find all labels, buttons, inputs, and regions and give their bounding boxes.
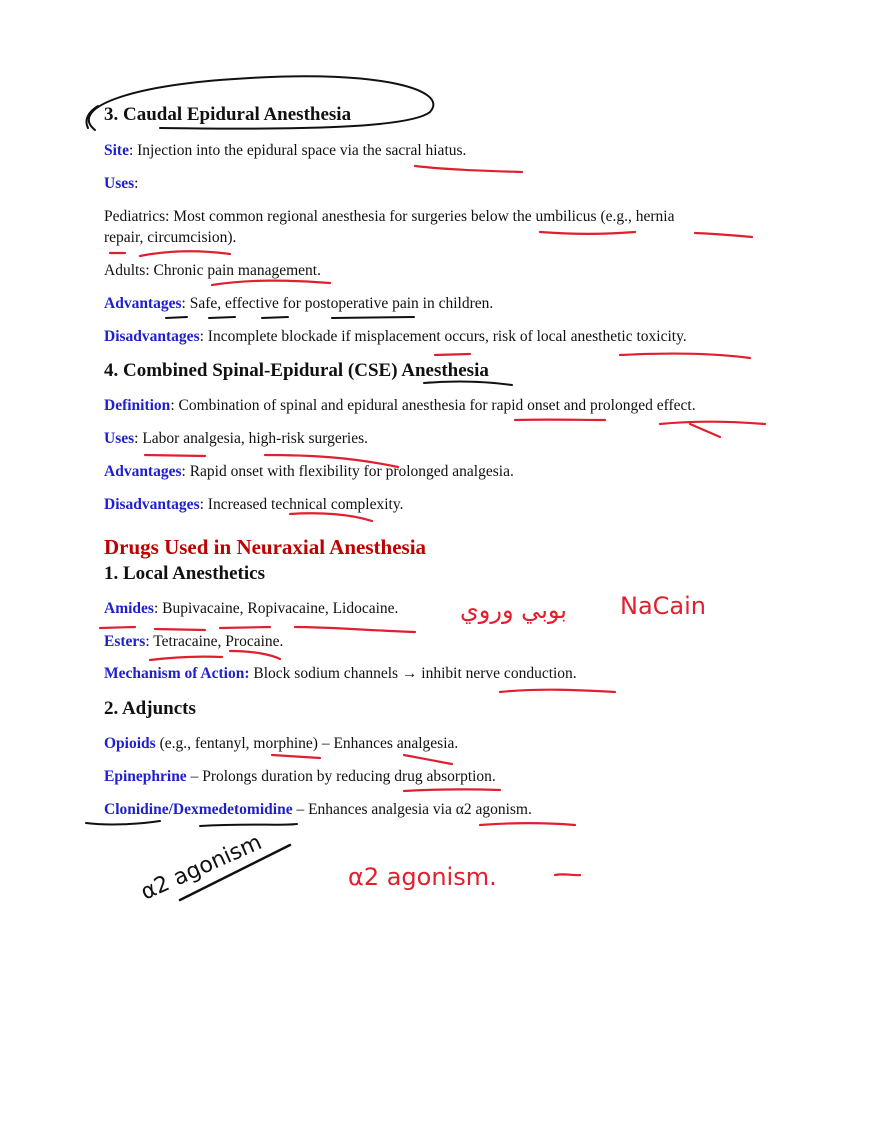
advantages-label: Advantages — [104, 295, 182, 312]
definition-label: Definition — [104, 397, 171, 414]
uses-text: : Labor analgesia, high-risk surgeries. — [134, 430, 369, 447]
amides-label: Amides — [104, 600, 154, 617]
clonidine-label: Clonidine/Dexmedetomidine — [104, 801, 293, 818]
epinephrine-text: – Prolongs duration by reducing drug absorption. — [186, 768, 496, 785]
red-alpha2-note: α2 agonism. — [348, 863, 497, 891]
opioids-line — [104, 735, 458, 753]
nacain-note: NaCain — [620, 592, 707, 620]
cse-uses — [104, 430, 368, 448]
drugs-title: Drugs Used in Neuraxial Anesthesia — [104, 535, 427, 559]
esters-label: Esters — [104, 633, 146, 650]
caudal-uses — [104, 175, 138, 193]
cse-advantages — [104, 463, 514, 481]
epinephrine-label: Epinephrine — [104, 768, 187, 785]
uses-label: Uses — [104, 430, 135, 447]
site-text: : Injection into the epidural space via the sacral hiatus. — [128, 142, 467, 159]
clonidine-line — [104, 801, 532, 819]
disadvantages-label: Disadvantages — [104, 496, 200, 513]
moa-text: Block sodium channels → inhibit nerve conduction. — [249, 665, 577, 682]
caudal-advantages — [104, 295, 493, 313]
black-alpha2-note: α2 agonism — [137, 830, 266, 906]
uses-label: Uses — [104, 175, 135, 192]
advantages-label: Advantages — [104, 463, 182, 480]
advantages-text: : Safe, effective for postoperative pain in children. — [181, 295, 494, 312]
cse-definition — [104, 397, 696, 415]
definition-text: : Combination of spinal and epidural anesthesia for rapid onset and prolonged effect. — [170, 397, 696, 414]
clonidine-text: – Enhances analgesia via α2 agonism. — [292, 801, 532, 818]
esters-text: : Tetracaine, Procaine. — [145, 633, 284, 650]
amides-text: : Bupivacaine, Ropivacaine, Lidocaine. — [153, 600, 399, 617]
moa-label: Mechanism of Action: — [104, 665, 250, 682]
caudal-adults: Adults: Chronic pain management. — [104, 262, 321, 279]
caudal-pediatrics-line2: repair, circumcision). — [104, 229, 237, 246]
caudal-pediatrics-line1: Pediatrics: Most common regional anesthesia for surgeries below the umbilicus (e.g., hernia — [104, 208, 675, 225]
cse-disadvantages — [104, 496, 403, 514]
adjuncts-title: 2. Adjuncts — [104, 698, 196, 719]
epinephrine-line — [104, 768, 496, 786]
disadvantages-text: : Incomplete blockade if misplacement occurs, risk of local anesthetic toxicity. — [199, 328, 687, 345]
disadvantages-label: Disadvantages — [104, 328, 200, 345]
moa-line — [104, 665, 577, 683]
amides-line — [104, 600, 398, 618]
cse-title: 4. Combined Spinal-Epidural (CSE) Anesthesia — [104, 360, 489, 381]
arabic-note: بوبي وروي — [460, 596, 567, 624]
disadvantages-text: : Increased technical complexity. — [199, 496, 404, 513]
opioids-text: (e.g., fentanyl, morphine) – Enhances analgesia. — [155, 735, 459, 752]
caudal-site — [104, 142, 466, 160]
local-anesthetics-title: 1. Local Anesthetics — [104, 563, 265, 584]
caudal-title: 3. Caudal Epidural Anesthesia — [104, 104, 352, 125]
uses-colon: : — [134, 175, 139, 192]
opioids-label: Opioids — [104, 735, 156, 752]
site-label: Site — [104, 142, 129, 159]
caudal-disadvantages — [104, 328, 687, 346]
advantages-text: : Rapid onset with flexibility for prolonged analgesia. — [181, 463, 514, 480]
esters-line — [104, 633, 283, 651]
